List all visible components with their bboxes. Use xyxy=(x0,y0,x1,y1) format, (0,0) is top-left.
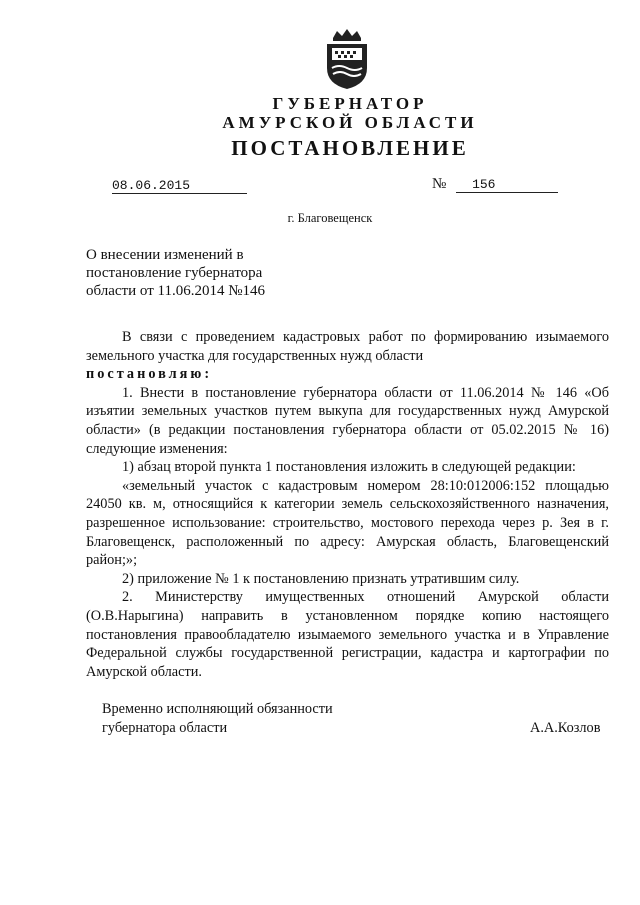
item-1: 1. Внести в постановление губернатора области от 11.06.2014 № 146 «Об изъятии земельных участков путем выкупа для государственных нужд Амурской области» (в редакции постановления губернатора области от 05.02.2015 № 16) следующие изменения: xyxy=(86,384,609,457)
subject-line-2: постановление губернатора xyxy=(86,265,263,281)
intro-paragraph: В связи с проведением кадастровых работ по формированию изымаемого земельного участка для государственных нужд области xyxy=(86,329,609,364)
decree-word: постановляю: xyxy=(86,366,213,383)
subject-line-1: О внесении изменений в xyxy=(86,247,244,263)
coat-of-arms-emblem xyxy=(323,28,371,90)
item-1-sub-1: 1) абзац второй пункта 1 постановления изложить в следующей редакции: xyxy=(122,459,576,476)
document-number-field xyxy=(432,176,558,193)
document-date-field xyxy=(112,178,247,194)
number-sign: № xyxy=(432,176,447,192)
subject-line-3: области от 11.06.2014 №146 xyxy=(86,283,266,299)
signatory-position-line-2: губернатора области xyxy=(102,720,228,736)
issuer-line-1: ГУБЕРНАТОР xyxy=(272,94,428,113)
signatory-name: А.А.Козлов xyxy=(530,720,601,736)
document-type-title: ПОСТАНОВЛЕНИЕ xyxy=(231,136,469,160)
signatory-position-line-1: Временно исполняющий обязанности xyxy=(102,701,333,717)
subject-block xyxy=(86,246,306,300)
document-number: 156 xyxy=(456,177,558,193)
document-date: 08.06.2015 xyxy=(112,178,247,194)
issuer-line-2: АМУРСКОЙ ОБЛАСТИ xyxy=(222,113,478,132)
item-1-sub-2: 2) приложение № 1 к постановлению признать утратившим силу. xyxy=(122,570,520,587)
item-2: 2. Министерству имущественных отношений Амурской области (О.В.Нарыгина) направить в установленном порядке копию настоящего постановления правообладателю изымаемого земельного участка и в Управление Федеральной службы государственной регистрации, кадастра и картографии по Амурской области. xyxy=(86,589,609,680)
item-1-sub-1-quote: «земельный участок с кадастровым номером 28:10:012006:152 площадью 24050 кв. м, относящийся к категории земель сельскохозяйственного назначения, разрешенное использование: строительство, мостового перехода через р. Зея в г. Благовещенск, расположенный по адресу: Амурская область, Благовещенский район;»; xyxy=(86,477,609,569)
document-body xyxy=(86,328,609,681)
city-name: г. Благовещенск xyxy=(287,211,373,225)
signatory-position xyxy=(102,700,333,738)
